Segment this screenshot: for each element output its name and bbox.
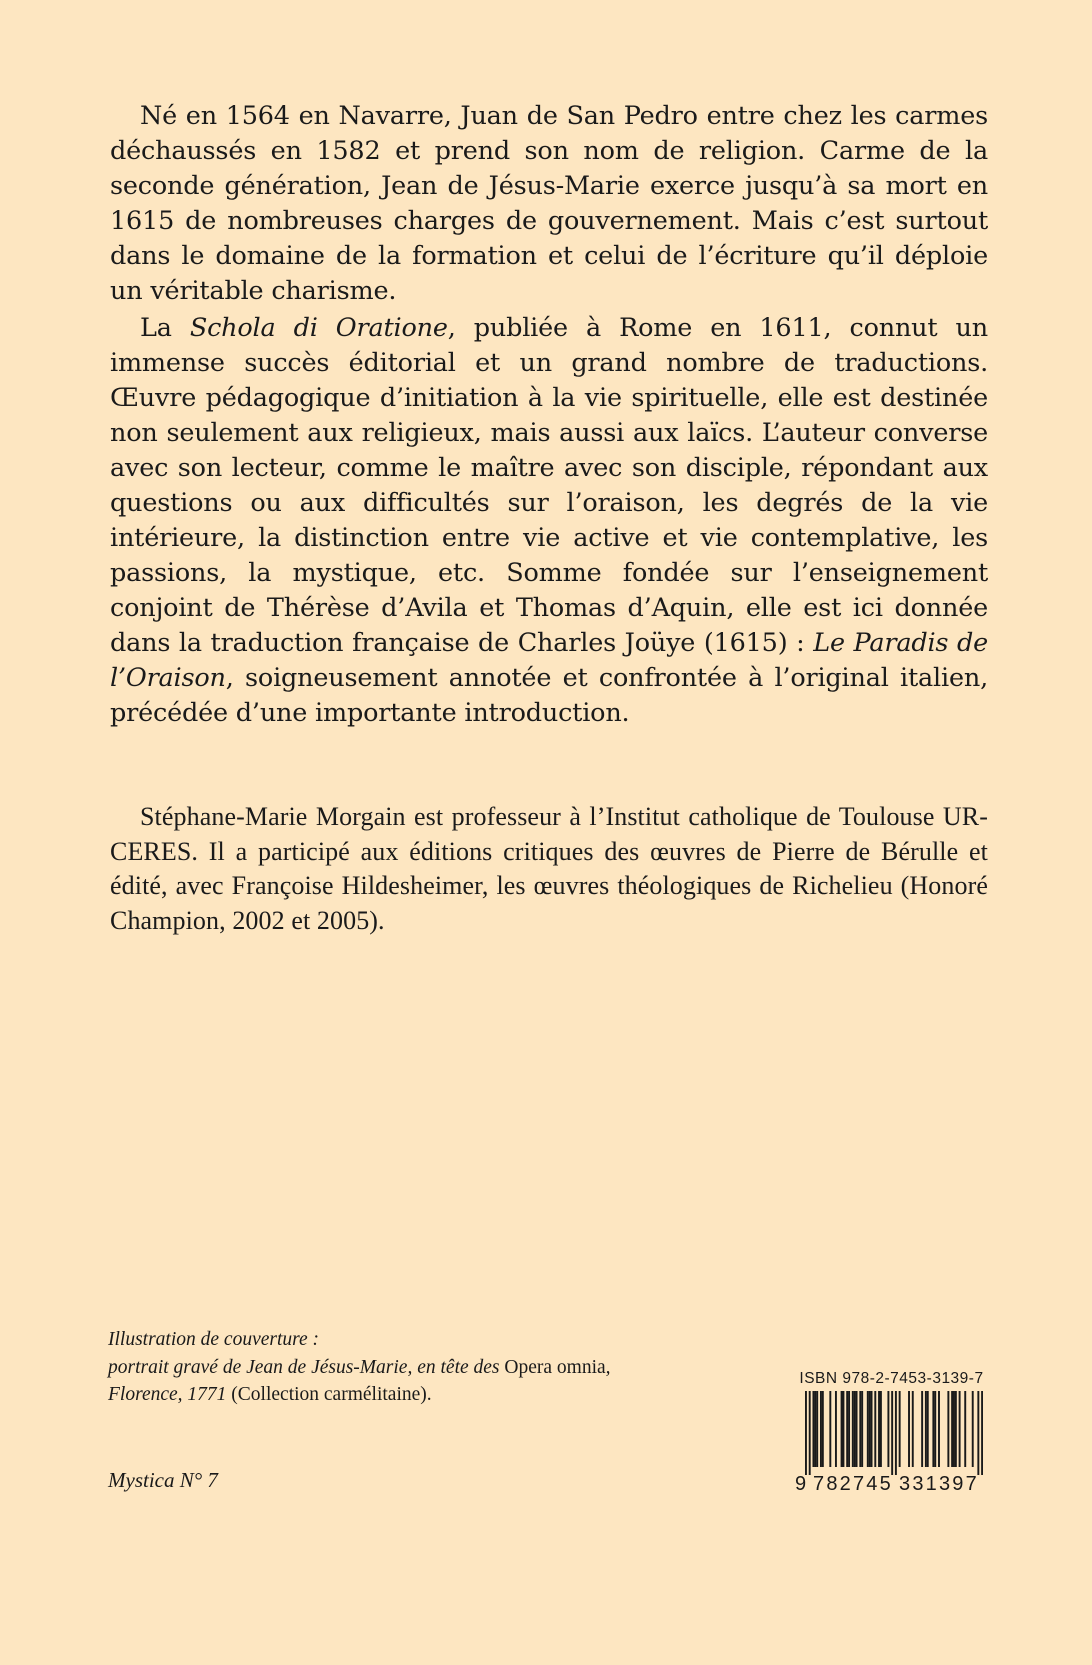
credit-line-3: Florence, 1771 (Collection carmélitaine). [108,1384,432,1405]
barcode-bar [912,1391,914,1467]
barcode-bar [899,1391,901,1467]
barcode-bar [880,1391,882,1467]
isbn-label: ISBN 978-2-7453-3139-7 [799,1370,984,1387]
credit-line-1: Illustration de couverture : [108,1329,320,1350]
barcode-bar [972,1391,974,1467]
barcode-digits-left: 782745 [813,1473,893,1495]
barcode-bar [964,1391,966,1467]
barcode-bar [867,1391,869,1467]
barcode-bar [861,1391,863,1467]
barcode-bar [878,1391,880,1467]
description-paragraph-2 [110,311,988,731]
barcode-bar [871,1391,873,1467]
author-bio-text: Stéphane-Marie Morgain est professeur à l’Institut catholique de Toulouse UR-CERES. Il a participé aux éditions critiques des œuvres de Pierre de Bérulle et édité, avec Françoise Hildesheimer, les œuvres théologiques de Richelieu (Honoré Champion, 2002 et 2005). [110,802,988,935]
barcode-bar [977,1391,979,1475]
barcode-bar [814,1391,816,1467]
barcode-bar [842,1391,844,1467]
barcode-bar [953,1391,955,1467]
barcode-bar [841,1391,843,1467]
barcode-bars [805,1391,983,1475]
barcode-bar [891,1391,893,1475]
barcode-bar [981,1391,983,1475]
barcode-bar [816,1391,818,1467]
paragraph-2-body: , publiée à Rome en 1611, connut un immense succès éditorial et un grand nombre de traductions. Œuvre pédagogique d’initiation à la vie spirituelle, elle est destinée non seulement aux religieux, mais aussi aux laïcs. L’auteur converse avec son lecteur, comme le maître avec son disciple, répondant aux questions ou aux difficultés sur l’oraison, les degrés de la vie intérieure, la distinction entre vie active et vie contemplative, les passions, la mystique, etc. Somme fondée sur l’enseignement conjoint de Thérèse d’Avila et Thomas d’Aquin, elle est ici donnée dans la traduction française de Charles Joüye (1615) : [110,313,988,658]
barcode-bar [938,1391,940,1467]
paragraph-2-lead: La [140,313,190,343]
book-description [110,99,988,731]
barcode-bar [829,1391,831,1467]
barcode-bar [812,1391,814,1467]
work-title-french: Le Paradis de l’Oraison [110,628,988,693]
barcode-bar [805,1391,807,1475]
credit-line-2: portrait gravé de Jean de Jésus-Marie, en tête des Opera omnia, [108,1356,611,1378]
barcode-bar [908,1391,910,1467]
barcode-bar [932,1391,934,1467]
work-title-italian: Schola di Oratione [189,313,448,343]
barcode-bar [854,1391,856,1467]
isbn-barcode [795,1370,988,1498]
paragraph-2-end: , soigneusement annotée et confrontée à l’original italien, précédée d’une importante introduction. [110,663,988,728]
description-paragraph-1: Né en 1564 en Navarre, Juan de San Pedro entre chez les carmes déchaussés en 1582 et prend son nom de religion. Carme de la seconde génération, Jean de Jésus-Marie exerce jusqu’à sa mort en 1615 de nombreuses charges de gouvernement. Mais c’est surtout dans le domaine de la formation et celui de l’écriture qu’il déploie un véritable charisme. [110,101,988,306]
series-label: Mystica N° 7 [108,1468,218,1492]
cover-illustration-credit [108,1326,611,1409]
barcode-bar [856,1391,858,1467]
barcode-bar [848,1391,850,1467]
barcode-bar [959,1391,961,1467]
barcode-bar [869,1391,871,1467]
author-bio [110,800,988,938]
barcode-bar [887,1391,889,1467]
barcode-digit-first: 9 [795,1473,807,1495]
barcode-bar [921,1391,923,1467]
barcode-bar [934,1391,936,1467]
barcode-digits-right: 331397 [899,1473,979,1495]
barcode-bar [820,1391,822,1467]
barcode-bar [846,1391,848,1467]
barcode-bar [947,1391,949,1467]
barcode-bar [852,1391,854,1467]
barcode-bar [955,1391,957,1467]
barcode-bar [927,1391,929,1467]
barcode-bar [951,1391,953,1467]
barcode-bar [925,1391,927,1467]
barcode-bar [874,1391,876,1467]
barcode-bar [859,1391,861,1467]
barcode-bar [809,1391,811,1475]
barcode-bar [822,1391,824,1467]
barcode-bar [895,1391,897,1475]
barcode-bar [835,1391,837,1467]
